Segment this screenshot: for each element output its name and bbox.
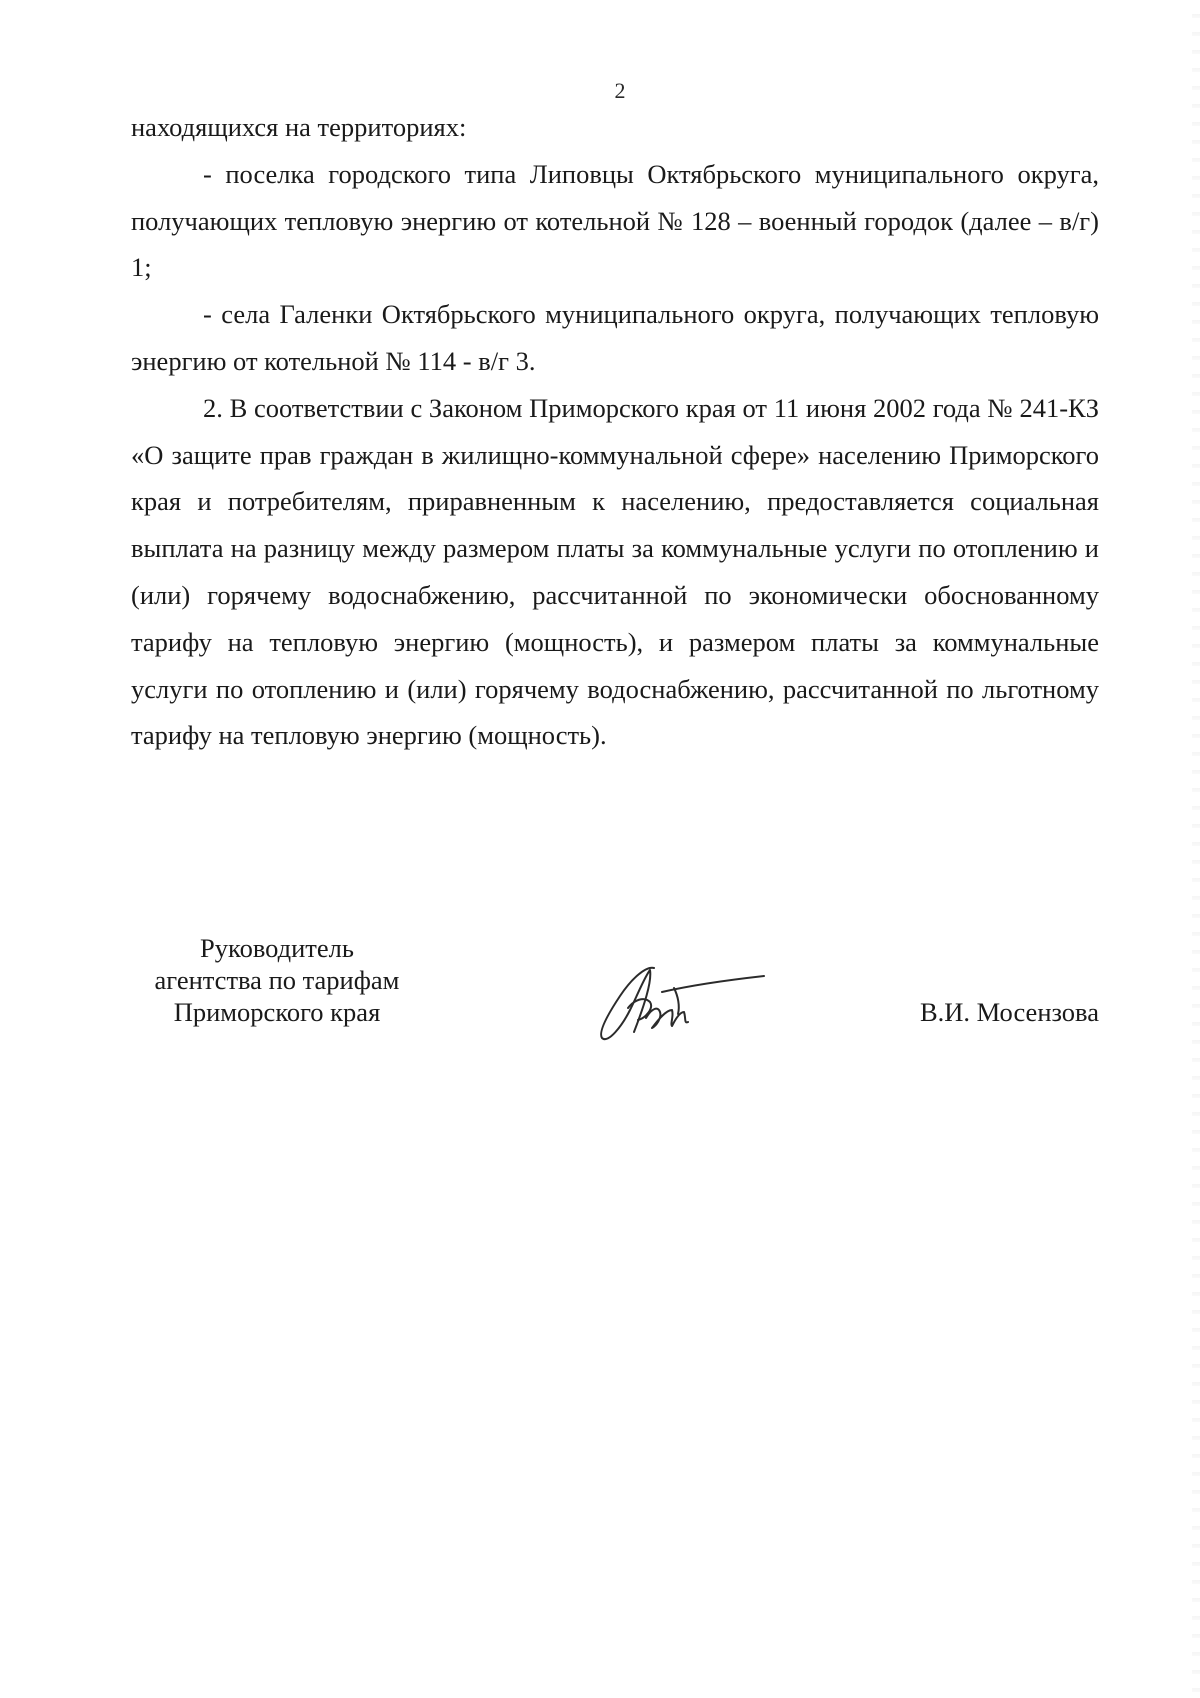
signatory-position-line: агентства по тарифам — [154, 965, 400, 995]
page-number: 2 — [614, 78, 626, 103]
signatory-name: В.И. Мосензова — [919, 997, 1099, 1027]
paragraph-lipovtsy: - поселка городского типа Липовцы Октябрьского муниципального округа, получающих тепловую энергию от котельной № 128 – военный городок (далее – в/г) 1; — [131, 158, 1099, 283]
signatory-position — [132, 932, 422, 1028]
signatory-position-line: Руководитель — [200, 933, 354, 963]
paragraph-intro: находящихся на территориях: — [131, 112, 467, 142]
paragraph-social-payment: 2. В соответствии с Законом Приморского края от 11 июня 2002 года № 241-КЗ «О защите прав граждан в жилищно-коммунальной сфере» населению Приморского края и потребителям, приравненным к населению, предоставляется социальная выплата на разницу между размером платы за коммунальные услуги по отоплению и (или) горячему водоснабжению, рассчитанной по экономически обоснованному тарифу на тепловую энергию (мощность), и размером платы за коммунальные услуги по отоплению и (или) горячему водоснабжению, рассчитанной по льготному тарифу на тепловую энергию (мощность). — [131, 392, 1099, 751]
scan-edge-artifact — [1192, 0, 1200, 1698]
handwritten-signature — [588, 948, 778, 1048]
signatory-position-line: Приморского края — [173, 997, 381, 1027]
paragraph-galenki: - села Галенки Октябрьского муниципального округа, получающих тепловую энергию от котельной № 114 - в/г 3. — [131, 299, 1099, 376]
signature-block — [0, 932, 1200, 1052]
document-body — [131, 104, 1099, 759]
